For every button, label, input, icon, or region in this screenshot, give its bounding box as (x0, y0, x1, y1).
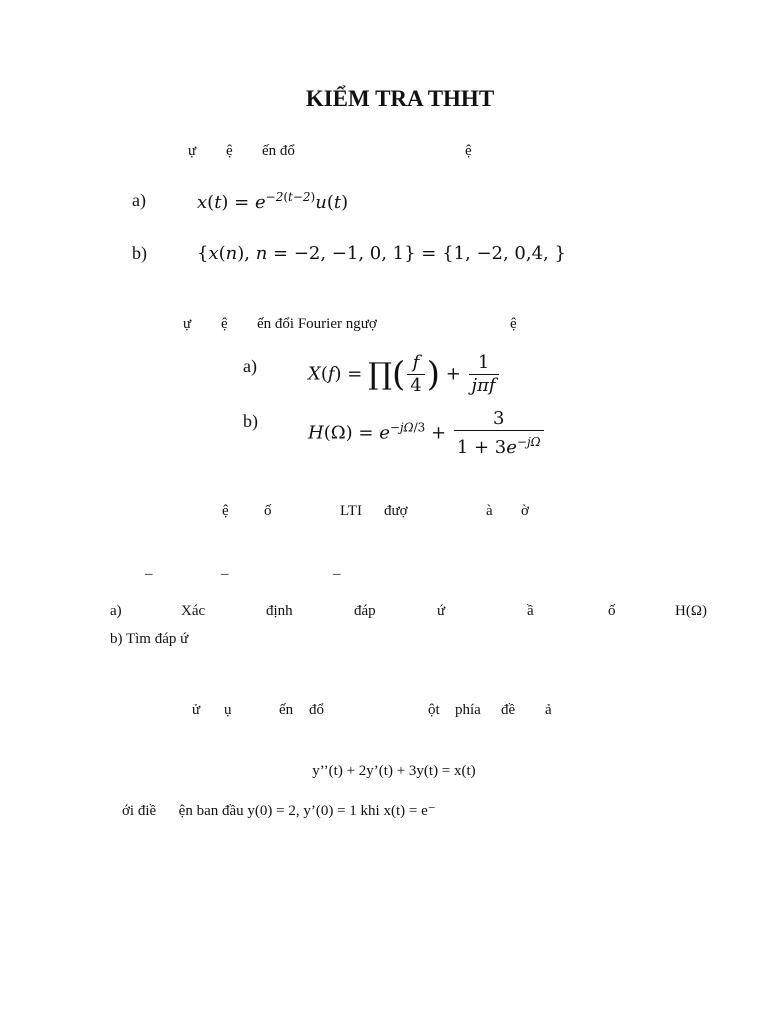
page-title: KIỂM TRA THHT (305, 86, 495, 111)
q3-intro-fragment: đượ (384, 503, 408, 519)
q4-intro-fragment: ả (545, 702, 552, 718)
q3-dash: – (145, 566, 153, 582)
q2-part-b-label: b) (243, 411, 258, 431)
q3-intro-fragment: à (486, 503, 493, 519)
q3-intro-fragment: ờ (521, 503, 529, 519)
q3-part-a-word: a) (110, 603, 122, 619)
q1-part-a-label: a) (132, 190, 146, 210)
q3-intro-fragment: ố (264, 503, 272, 519)
q1-intro-fragment: ến đổ (262, 143, 295, 159)
q2-intro-fragment: ệ (510, 316, 517, 332)
q4-intro-fragment: đề (501, 702, 516, 718)
q3-part-a-word: ố (608, 603, 616, 619)
q3-intro-fragment: ệ (222, 503, 229, 519)
q3-part-a-word: ứ (437, 603, 446, 619)
q3-part-a-word: đáp (354, 603, 376, 619)
q4-intro-fragment: ử (192, 702, 201, 718)
q2-part-a-formula: X(f) = ∏( $\frac{f}{4}$ ) + $\frac{1}{\text{jπf}}$ (308, 352, 501, 397)
q1-part-b-label: b) (132, 243, 147, 263)
q4-intro-fragment: ụ (224, 702, 232, 718)
q3-intro-fragment: LTI (340, 503, 362, 519)
q4-intro-fragment: đổ (309, 702, 324, 718)
q1-part-b-formula: {x(n), n = −2, −1, 0, 1} = {1, −2, 0,4, } (197, 243, 566, 264)
q1-intro-fragment: ệ (226, 143, 233, 159)
q4-intro-fragment: phía (455, 702, 481, 718)
q3-part-a-word: định (266, 603, 293, 619)
q2-intro-fragment: ến đổi Fourier ngượ (257, 316, 377, 332)
q1-intro-fragment: ự (188, 143, 197, 159)
q2-part-b-formula: $H(\Omega) = e^{-j\Omega/3}$ + $\frac{3}{1 + 3e^{-j\Omega}}$ (308, 408, 546, 459)
q3-dash: – (333, 566, 341, 582)
q2-part-a-label: a) (243, 356, 257, 376)
q4-intro-fragment: ến (279, 702, 294, 718)
q4-equation: y’’(t) + 2y’(t) + 3y(t) = x(t) (312, 763, 476, 779)
q1-part-a-formula: $x(t) = e^{-2(t-2)}u(t)$ (197, 190, 349, 213)
q3-dash: – (221, 566, 229, 582)
q3-part-a-word: ầ (527, 603, 534, 619)
q3-part-a-word: Xác (181, 603, 206, 619)
q2-intro-fragment: ự (183, 316, 192, 332)
q4-intro-fragment: ột (428, 702, 440, 718)
q4-initial-condition: ới điề ện ban đầu y(0) = 2, y’(0) = 1 khi x(t) = e⁻ (122, 803, 436, 819)
q3-part-b: b) Tìm đáp ứ (110, 631, 189, 647)
q1-intro-fragment: ệ (465, 143, 472, 159)
q3-part-a-word: H(Ω) (675, 603, 707, 619)
q2-intro-fragment: ệ (221, 316, 228, 332)
